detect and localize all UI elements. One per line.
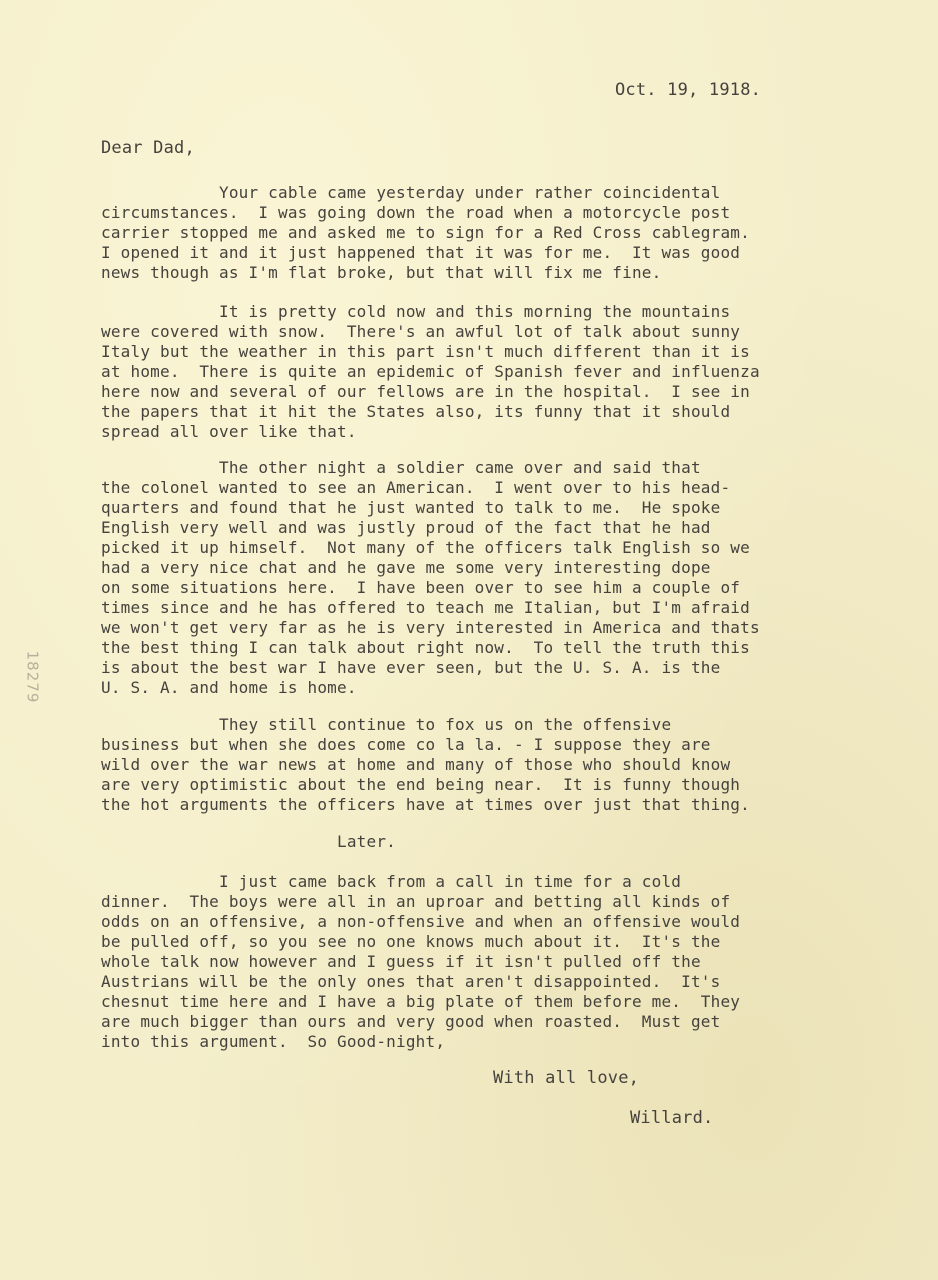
paragraph-1-line-5: news though as I'm flat broke, but that will fix me fine. bbox=[101, 263, 662, 282]
paragraph-1-line-2: circumstances. I was going down the road when a motorcycle post bbox=[101, 203, 731, 222]
paragraph-4-line-5: the hot arguments the officers have at times over just that thing. bbox=[101, 795, 750, 814]
later-heading: Later. bbox=[101, 832, 396, 851]
paragraph-3-line-3: quarters and found that he just wanted to talk to me. He spoke bbox=[101, 498, 721, 517]
paragraph-3-line-8: times since and he has offered to teach me Italian, but I'm afraid bbox=[101, 598, 750, 617]
paragraph-4-line-4: are very optimistic about the end being near. It is funny though bbox=[101, 775, 741, 794]
paragraph-3-line-10: the best thing I can talk about right now. To tell the truth this bbox=[101, 638, 750, 657]
paragraph-3-line-7: on some situations here. I have been over to see him a couple of bbox=[101, 578, 741, 597]
paragraph-2-line-5: here now and several of our fellows are in the hospital. I see in bbox=[101, 382, 750, 401]
margin-archive-number: 18279 bbox=[23, 650, 42, 704]
paragraph-3-line-1: The other night a soldier came over and said that bbox=[101, 458, 701, 477]
paragraph-3-line-5: picked it up himself. Not many of the officers talk English so we bbox=[101, 538, 750, 557]
paragraph-2-line-6: the papers that it hit the States also, its funny that it should bbox=[101, 402, 731, 421]
paragraph-2-line-7: spread all over like that. bbox=[101, 422, 357, 441]
paragraph-6-line-4: be pulled off, so you see no one knows much about it. It's the bbox=[101, 932, 721, 951]
paragraph-1-line-3: carrier stopped me and asked me to sign for a Red Cross cablegram. bbox=[101, 223, 750, 242]
paragraph-6-line-7: chesnut time here and I have a big plate of them before me. They bbox=[101, 992, 741, 1011]
paragraph-3-line-12: U. S. A. and home is home. bbox=[101, 678, 357, 697]
paragraph-6-line-6: Austrians will be the only ones that aren't disappointed. It's bbox=[101, 972, 721, 991]
paragraph-2-line-1: It is pretty cold now and this morning the mountains bbox=[101, 302, 731, 321]
paragraph-4-line-3: wild over the war news at home and many of those who should know bbox=[101, 755, 731, 774]
paragraph-6-line-1: I just came back from a call in time for a cold bbox=[101, 872, 682, 891]
paragraph-1-line-4: I opened it and it just happened that it was for me. It was good bbox=[101, 243, 741, 262]
paragraph-2-line-3: Italy but the weather in this part isn't much different than it is bbox=[101, 342, 750, 361]
paragraph-2-line-4: at home. There is quite an epidemic of Spanish fever and influenza bbox=[101, 362, 760, 381]
paragraph-6-line-5: whole talk now however and I guess if it isn't pulled off the bbox=[101, 952, 701, 971]
paragraph-3-line-9: we won't get very far as he is very interested in America and thats bbox=[101, 618, 760, 637]
paragraph-6-line-9: into this argument. So Good-night, bbox=[101, 1032, 446, 1051]
salutation: Dear Dad, bbox=[101, 138, 195, 158]
paragraph-3-line-11: is about the best war I have ever seen, but the U. S. A. is the bbox=[101, 658, 721, 677]
paragraph-3-line-2: the colonel wanted to see an American. I went over to his head- bbox=[101, 478, 731, 497]
closing: With all love, bbox=[493, 1068, 640, 1088]
paragraph-3-line-6: had a very nice chat and he gave me some very interesting dope bbox=[101, 558, 711, 577]
paragraph-6-line-8: are much bigger than ours and very good when roasted. Must get bbox=[101, 1012, 721, 1031]
paragraph-4-line-2: business but when she does come co la la. - I suppose they are bbox=[101, 735, 711, 754]
paragraph-1-line-1: Your cable came yesterday under rather coincidental bbox=[101, 183, 721, 202]
paragraph-6-line-2: dinner. The boys were all in an uproar and betting all kinds of bbox=[101, 892, 731, 911]
paragraph-3-line-4: English very well and was justly proud of the fact that he had bbox=[101, 518, 711, 537]
signature: Willard. bbox=[630, 1108, 714, 1128]
letter-date: Oct. 19, 1918. bbox=[615, 80, 762, 100]
paragraph-2-line-2: were covered with snow. There's an awful lot of talk about sunny bbox=[101, 322, 741, 341]
paragraph-6-line-3: odds on an offensive, a non-offensive and when an offensive would bbox=[101, 912, 741, 931]
paragraph-4-line-1: They still continue to fox us on the offensive bbox=[101, 715, 672, 734]
